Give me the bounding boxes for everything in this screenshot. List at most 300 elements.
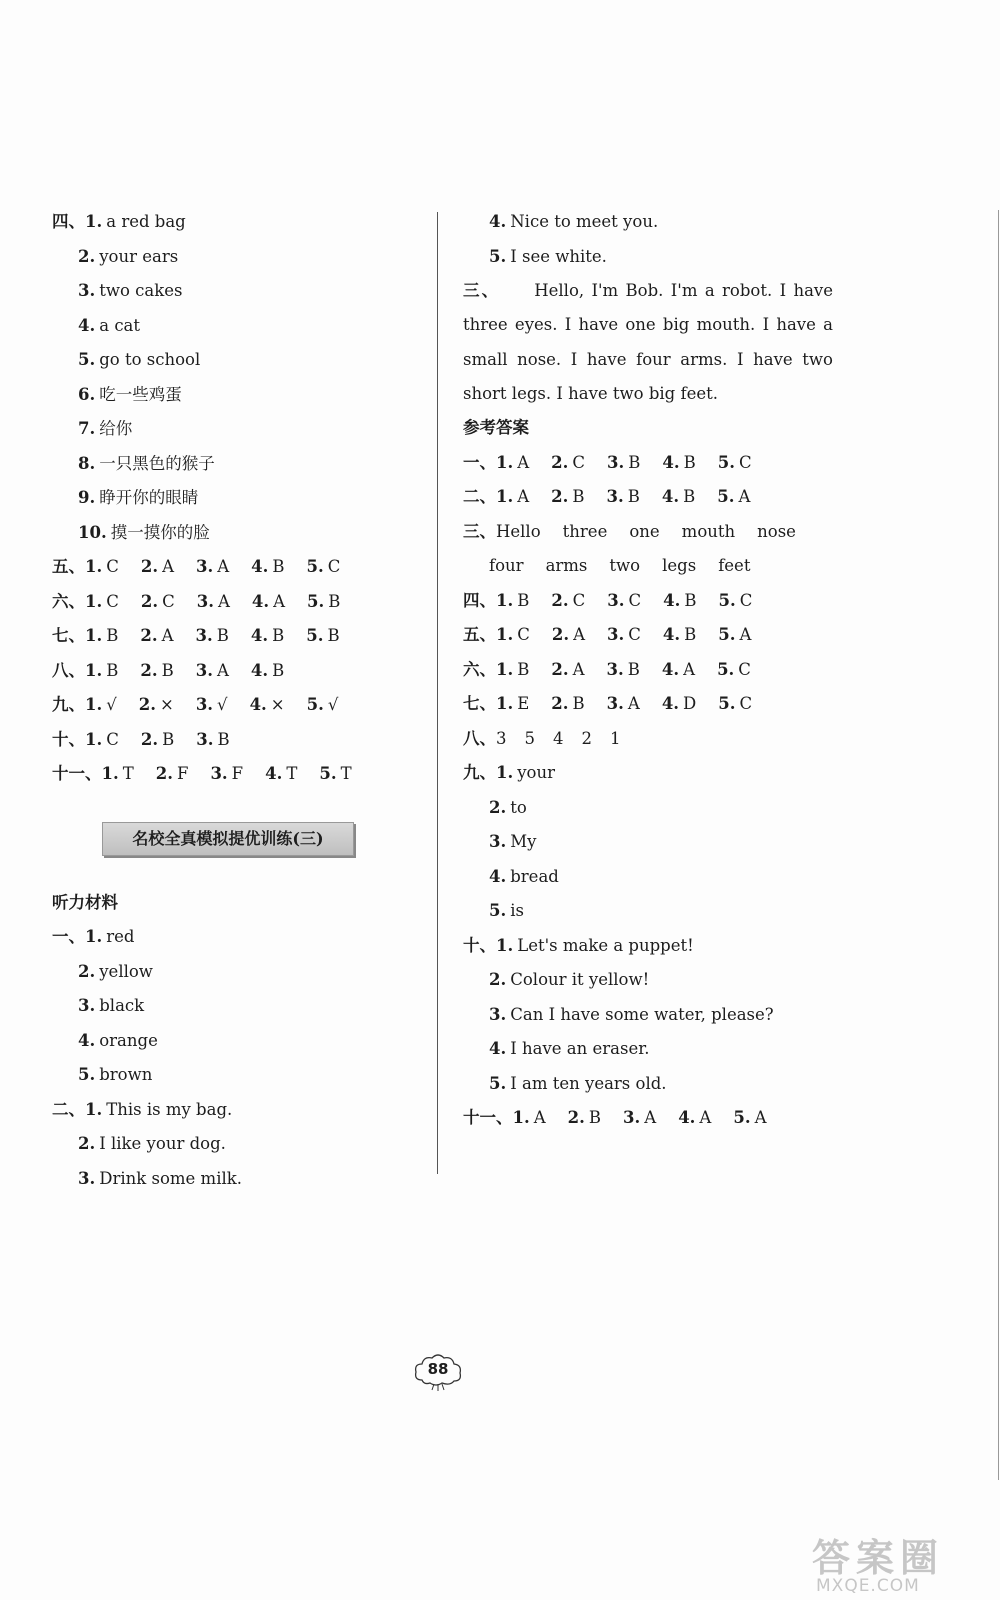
answer-value: F [176,764,189,783]
left-column [52,205,432,1196]
item-number: 5. [489,901,507,921]
answer-number: 5. [307,591,325,611]
passage-text: Hello, I'm Bob. I'm a robot. I have three eyes. I have one big mouth. I have a small nose. I have four arms. I have two short legs. I have two big feet. [463,281,834,403]
answer-item [662,487,695,506]
section-label: 八、 [52,660,85,680]
answer-item [607,591,641,610]
answer-number: 3. [195,695,214,714]
answer-value: A [683,659,696,679]
item-number: 3. [78,281,96,300]
answer-word: nose [757,521,796,541]
watermark-logo-text: 答案圈 [812,1536,945,1580]
answer-value: A [573,625,586,645]
item-number: 1. [85,212,103,231]
answer-value: A [517,452,530,472]
answer-item [251,661,284,680]
answer-value: C [738,659,751,679]
answer-value: B [272,557,285,576]
answer-value: A [162,557,175,576]
answer-value: B [162,729,175,749]
answer-value: A [517,487,530,507]
answer-9-item [463,791,833,826]
answer-value: B [588,1108,602,1128]
answer-word: Hello [496,521,541,541]
answer-row-a4 [463,584,833,619]
section-label: 一、 [463,452,496,472]
answer-number: 4. [250,660,269,680]
answer-row-a2 [463,480,833,515]
answer-item [607,487,640,506]
answer-9-item [463,825,833,860]
item-text: is [510,901,524,921]
answer-value: C [106,557,119,576]
item-text: 一只黑色的猴子 [99,453,215,473]
answer-number: 3. [623,1108,641,1128]
listening-3-passage [463,274,833,411]
section-4-item [52,481,432,516]
answer-item [607,660,640,679]
item-number: 6. [78,384,96,404]
answer-item [551,487,584,506]
item-number: 3. [78,1168,96,1188]
answer-number: 4. [663,590,681,610]
answer-value: B [216,626,229,645]
answer-value: C [572,590,586,610]
section-banner: 名校全真模拟提优训练(三) [102,822,354,856]
answer-item [662,660,695,679]
answer-value: F [231,764,244,783]
answer-item [141,557,174,576]
section-label: 三、 [463,521,496,541]
item-text: brown [99,1065,153,1084]
answer-item [717,660,751,679]
listening-2-item [52,1093,432,1128]
section-4-item [52,309,432,344]
answer-item [251,557,284,576]
answer-value: T [340,764,352,783]
answer-value: E [517,694,530,714]
answer-item [662,453,695,472]
answer-value: √ [106,695,117,714]
answer-number: 2. [138,695,156,714]
answer-value: B [627,659,640,679]
answer-9-item [463,756,833,791]
answer-number: 1. [85,591,103,611]
answer-number: 4. [661,694,680,714]
answer-number: 2. [567,1108,585,1128]
item-number: 4. [78,1030,96,1050]
item-number: 2. [78,961,96,981]
answer-value: A [216,660,229,680]
answer-item [623,1108,656,1127]
answer-value: B [683,452,696,472]
answer-item [210,764,243,783]
answer-number: 4. [251,557,269,576]
answer-value: A [572,659,585,679]
answer-value: A [217,557,230,576]
answer-item [156,764,189,783]
item-text: go to school [99,350,201,369]
item-number: 3. [78,996,96,1015]
item-text: black [99,996,145,1015]
page-edge-line [998,210,999,1480]
section-4-item [52,447,432,482]
answer-item [197,592,230,611]
answer-number: 5. [717,659,735,679]
item-text: a red bag [106,212,186,231]
listening-1-item [52,1058,432,1093]
item-number: 2. [78,246,96,266]
answer-row-s11 [52,757,432,792]
answer-row-a11 [463,1101,833,1136]
answer-item [196,626,229,645]
item-number: 3. [489,1004,507,1024]
section-label: 二、 [52,1099,85,1119]
answer-number: 4. [265,764,283,783]
answer-value: √ [327,695,339,714]
answer-row-a8 [463,722,833,757]
answer-item [307,557,341,576]
answer-row-a5 [463,618,833,653]
answer-word: two [609,556,641,576]
answer-word: one [629,521,660,541]
answer-item [496,453,529,472]
right-column [463,205,833,1136]
answer-number: 2. [140,557,159,576]
listening-1-item [52,955,432,990]
answer-9-item [463,894,833,929]
answer-value: T [122,764,134,783]
answer-number: 3. [607,590,625,610]
answer-value: C [106,729,119,749]
answer-number: 2. [551,487,569,507]
answer-value: A [739,625,752,645]
answer-number: 1. [85,695,103,714]
answer-number: 1. [85,626,103,645]
item-text: 给你 [99,419,133,438]
answer-item [85,730,119,749]
answer-number: 2. [551,625,570,645]
answer-number: 4. [662,625,681,645]
answer-item [140,626,173,645]
answer-value: B [684,590,697,610]
item-number: 5. [78,350,96,369]
answer-number: 5. [319,764,337,783]
answer-item [717,487,750,506]
answer-number: 1. [85,660,103,680]
section-label: 一、 [52,927,85,946]
item-text: My [510,832,537,852]
answer-item [662,694,696,713]
answer-row-a1 [463,446,833,481]
answer-value: A [161,626,174,645]
answer-number: 2. [155,764,173,783]
section-label: 七、 [52,626,85,645]
item-number: 4. [78,315,96,335]
listening-1-item [52,989,432,1024]
answer-value: B [106,660,119,680]
answer-word: arms [545,556,588,576]
listening-2-item [463,240,833,275]
answer-value: A [644,1108,657,1128]
answer-value: B [517,590,530,610]
answer-value: C [628,625,641,645]
section-label: 十一、 [52,764,102,783]
answer-value: C [628,590,642,610]
answer-item [607,453,640,472]
answer-item [196,661,229,680]
answer-value: A [699,1108,712,1128]
section-4-item [52,412,432,447]
item-text: orange [99,1030,158,1050]
answer-item [733,1108,766,1127]
section-4-item [52,274,432,309]
answer-value: C [327,557,341,576]
page-number-text: 88 [427,1360,449,1378]
answer-value: B [684,625,697,645]
answer-number: 3. [606,659,624,679]
answer-number: 2. [551,452,569,472]
answer-10-item [463,963,833,998]
order-value: 4 [553,728,564,748]
answer-number: 1. [496,659,514,679]
section-label: 五、 [463,625,496,645]
answer-item [678,1108,711,1127]
section-4-item [52,516,432,551]
answer-item [307,592,340,611]
item-text: two cakes [99,281,183,300]
watermark [812,1527,997,1595]
answer-number: 4. [250,626,269,645]
answer-item [319,764,351,783]
answer-number: 3. [210,764,228,783]
item-number: 1. [496,935,514,955]
answer-value: B [683,487,696,507]
page-number [412,1352,464,1392]
answer-number: 2. [551,694,569,714]
order-value: 5 [524,728,535,748]
order-value: 3 [496,728,507,748]
section-4-item [52,205,432,240]
answer-item [718,625,751,644]
answer-number: 5. [306,557,324,576]
answer-number: 2. [140,626,158,645]
answer-value: C [739,452,752,472]
answer-item [251,626,284,645]
section-label: 七、 [463,694,496,714]
answer-word: four [489,556,524,576]
answer-item [196,695,228,714]
item-number: 10. [78,522,107,542]
answer-number: 3. [196,557,214,576]
answer-number: 1. [496,590,514,610]
answer-value: T [286,764,298,783]
item-text: 摸一摸你的脸 [110,522,210,542]
answer-value: √ [217,695,228,714]
answer-word: mouth [681,521,736,541]
item-number: 4. [489,212,507,231]
section-label: 二、 [463,487,496,507]
answer-value: C [739,694,753,714]
section-label: 十、 [52,729,85,749]
listening-2-item [52,1162,432,1197]
item-text: red [106,927,135,946]
section-label: 九、 [52,695,85,714]
item-number: 8. [78,453,96,473]
item-text: I like your dog. [99,1134,226,1153]
answer-item [718,694,752,713]
answer-item [85,592,119,611]
order-value: 2 [581,728,592,748]
answer-row-s7 [52,619,432,654]
answer-row-s9 [52,688,432,723]
answer-number: 4. [251,591,270,611]
answer-value: C [162,591,175,611]
answer-item [196,730,229,749]
answer-number: 1. [496,625,514,645]
item-text: Let's make a puppet! [517,935,694,955]
answer-number: 2. [140,591,159,611]
answer-number: 5. [717,452,735,472]
answer-number: 1. [496,694,514,714]
answer-item [551,453,585,472]
order-value: 1 [610,728,621,748]
item-number: 7. [78,419,96,438]
answer-value: C [517,625,530,645]
watermark-url: MXQE.COM [816,1576,920,1596]
item-number: 4. [489,866,507,886]
item-text: Nice to meet you. [510,212,659,231]
item-text: bread [510,866,559,886]
answer-number: 3. [195,626,213,645]
answer-number: 5. [733,1108,751,1128]
answer-item [552,625,585,644]
item-number: 2. [489,797,507,817]
item-number: 1. [85,1099,103,1119]
item-number: 2. [78,1134,96,1153]
answer-value: D [683,694,697,714]
item-text: I see white. [510,246,607,266]
answer-10-item [463,1067,833,1102]
answer-item [250,695,285,714]
item-text: to [510,797,527,817]
answer-item [85,695,117,714]
section-label: 四、 [463,590,496,610]
answer-number: 2. [140,729,159,749]
item-text: Can I have some water, please? [510,1004,774,1024]
answer-number: 5. [718,590,736,610]
answer-value: A [273,591,286,611]
answer-10-item [463,929,833,964]
answer-value: × [159,695,174,714]
answer-item [496,694,529,713]
answer-value: B [572,694,585,714]
answer-word: feet [718,556,751,576]
answer-value: C [739,590,753,610]
answer-10-item [463,998,833,1033]
answer-row-a3 [463,515,833,550]
answer-item [496,660,529,679]
answer-number: 3. [606,694,624,714]
section-label: 六、 [463,659,496,679]
answer-number: 3. [196,729,214,749]
item-text: yellow [99,961,153,981]
answer-item [140,661,173,680]
item-text: your [517,763,556,783]
answer-number: 5. [306,626,324,645]
answer-value: B [572,487,585,507]
answer-number: 5. [306,695,324,714]
section-label: 五、 [52,557,85,576]
answer-word: legs [662,556,697,576]
item-text: I am ten years old. [510,1073,667,1093]
answer-item [102,764,134,783]
section-4-item [52,378,432,413]
answer-number: 1. [85,557,103,576]
answers-heading: 参考答案 [463,418,529,438]
answer-item [551,591,585,610]
answer-item [85,661,118,680]
answer-item [196,557,229,576]
item-number: 1. [496,763,514,783]
answer-item [496,625,530,644]
answer-item [513,1108,546,1127]
listening-2-item [463,205,833,240]
item-number: 1. [85,927,103,946]
answer-row-s6 [52,585,432,620]
answer-value: A [627,694,640,714]
answer-item [663,591,696,610]
answer-number: 5. [718,625,736,645]
answer-value: B [328,591,341,611]
answer-value: C [106,591,119,611]
item-number: 5. [489,246,507,266]
answer-value: B [106,626,119,645]
answer-value: A [533,1108,546,1128]
answer-number: 4. [661,487,680,507]
listening-1-item [52,1024,432,1059]
listening-heading: 听力材料 [52,892,118,912]
answer-value: A [738,487,751,507]
answer-item [265,764,297,783]
item-number: 5. [78,1065,96,1084]
answer-number: 2. [140,660,158,680]
answer-number: 3. [195,660,213,680]
answer-item [718,591,752,610]
answer-item [663,625,696,644]
answer-number: 4. [661,659,680,679]
answer-number: 1. [512,1108,530,1128]
answer-value: B [272,626,285,645]
answer-item [607,625,641,644]
answer-item [496,487,529,506]
answer-number: 3. [196,591,214,611]
answer-item [607,694,640,713]
answer-value: B [628,452,641,472]
answer-item [568,1108,601,1127]
item-text: This is my bag. [106,1099,233,1119]
answer-value: B [627,487,640,507]
item-text: your ears [99,246,179,266]
answer-item [141,730,174,749]
answer-number: 5. [717,487,735,507]
answer-number: 3. [607,452,625,472]
answer-number: 3. [606,487,624,507]
item-number: 2. [489,970,507,990]
answer-row-s10 [52,723,432,758]
answer-value: B [217,729,230,749]
section-label: 九、 [463,763,496,783]
